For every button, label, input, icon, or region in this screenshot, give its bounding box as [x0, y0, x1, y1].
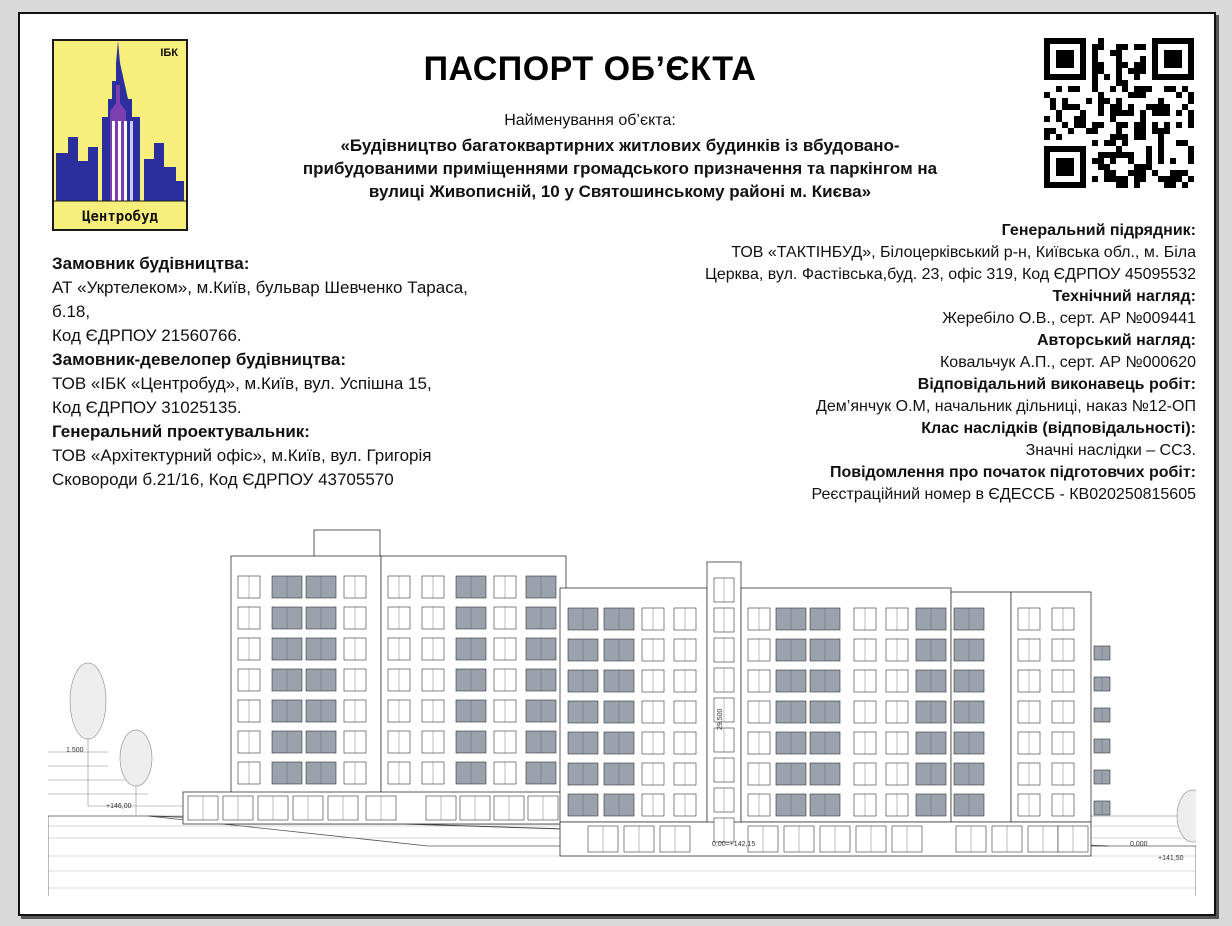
- object-name-line: прибудованими приміщеннями громадського призначення та паркінгом на: [302, 159, 938, 178]
- responsible-heading: Відповідальний виконавець робіт:: [917, 376, 1196, 393]
- developer-heading: Замовник-девелопер будівництва:: [52, 350, 347, 369]
- designer-heading: Генеральний проектувальник:: [52, 422, 310, 441]
- consequence-class-heading: Клас наслідків (відповідальності):: [921, 420, 1196, 437]
- logo-tag: ІБК: [160, 47, 178, 59]
- customer-line: Код ЄДРПОУ 21560766.: [52, 326, 242, 345]
- contractor-heading: Генеральний підрядник:: [1001, 222, 1196, 239]
- tech-supervision-heading: Технічний нагляд:: [1052, 288, 1196, 305]
- customer-info: [52, 252, 592, 492]
- level-mark: +141,50: [1158, 855, 1184, 862]
- customer-line: б.18,: [52, 302, 91, 321]
- level-mark: 0,000: [1130, 841, 1148, 848]
- passport-sheet: [18, 12, 1216, 916]
- object-name-label: Найменування об’єкта:: [504, 112, 676, 129]
- tech-supervision-value: Жеребіло О.В., серт. АР №009441: [942, 310, 1196, 327]
- contractor-line: ТОВ «ТАКТІНБУД», Білоцерківський р-н, Київська обл., м. Біла: [731, 244, 1196, 261]
- customer-heading: Замовник будівництва:: [52, 254, 250, 273]
- notice-heading: Повідомлення про початок підготовчих робіт:: [829, 464, 1196, 481]
- company-logo: [52, 39, 188, 231]
- designer-line: ТОВ «Архітектурний офіс», м.Київ, вул. Григорія: [52, 446, 432, 465]
- developer-line: Код ЄДРПОУ 31025135.: [52, 398, 242, 417]
- customer-line: АТ «Укртелеком», м.Київ, бульвар Шевченко Тараса,: [52, 278, 468, 297]
- level-mark: +146,00: [106, 803, 132, 810]
- building-elevation-drawing: [48, 516, 1196, 896]
- responsible-value: Дем’янчук О.М, начальник дільниці, наказ №12-ОП: [816, 398, 1196, 415]
- level-mark: 0,00=+142,15: [712, 841, 756, 848]
- skyscraper-logo-icon: [54, 41, 186, 229]
- level-mark: 1.500: [66, 747, 84, 754]
- author-supervision-heading: Авторський нагляд:: [1036, 332, 1196, 349]
- contractor-info: [576, 220, 1196, 506]
- level-mark: 29.500: [717, 708, 724, 730]
- object-name-line: вулиці Живописній, 10 у Святошинському районі м. Києва»: [368, 182, 872, 201]
- object-name: [240, 134, 1000, 203]
- qr-code-icon: [1044, 38, 1194, 188]
- object-name-line: «Будівництво багатоквартирних житлових будинків із вбудовано-: [340, 136, 900, 155]
- designer-line: Сковороди б.21/16, Код ЄДРПОУ 43705570: [52, 470, 394, 489]
- page-title: ПАСПОРТ ОБ’ЄКТА: [423, 50, 757, 88]
- author-supervision-value: Ковальчук А.П., серт. АР №000620: [939, 354, 1196, 371]
- logo-brand-label: Центробуд: [82, 209, 158, 225]
- developer-line: ТОВ «ІБК «Центробуд», м.Київ, вул. Успішна 15,: [52, 374, 432, 393]
- notice-value: Реєстраційний номер в ЄДЕССБ - КВ020250815605: [811, 486, 1196, 503]
- contractor-line: Церква, вул. Фастівська,буд. 23, офіс 319, Код ЄДРПОУ 45095532: [705, 266, 1196, 283]
- consequence-class-value: Значні наслідки – СС3.: [1025, 442, 1196, 459]
